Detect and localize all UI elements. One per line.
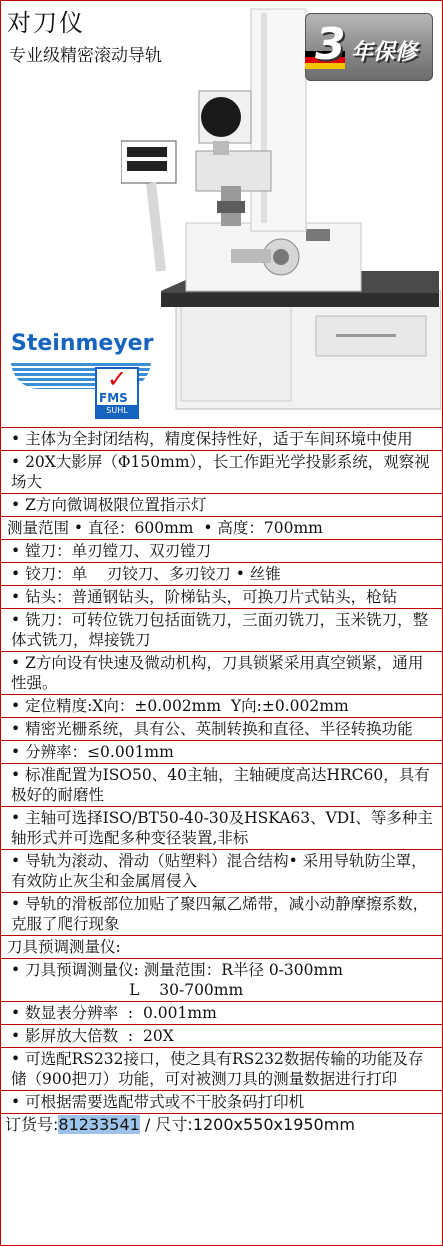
check-icon: ✓ [107,365,128,393]
order-info [1,1113,442,1136]
spec-row: • 导轨为滚动、滑动（贴塑料）混合结构• 采用导轨防尘罩，有效防止灰尘和金属屑侵入 [1,849,442,892]
logo-wordmark: Steinmeyer [11,331,154,356]
spec-row: • 20X大影屏（Φ150mm），长工作距光学投影系统，观察视场大 [1,450,442,493]
fms-badge [95,367,139,419]
spec-row: • 镗刀：单刃镗刀、双刃镗刀 [1,539,442,562]
spec-row: • 可根据需要选配带式或不干胶条码打印机 [1,1090,442,1113]
product-subtitle: 专业级精密滚动导轨 [9,46,162,66]
spec-row: • Z方向设有快速及微动机构，刀具锁紧采用真空锁紧，通用性强。 [1,651,442,694]
spec-row: • 铣刀：可转位铣刀包括面铣刀，三面刃铣刀，玉米铣刀，整体式铣刀，焊接铣刀 [1,608,442,651]
spec-row: 测量范围 • 直径：600mm • 高度：700mm [1,516,442,539]
warranty-badge [305,13,433,81]
suhl-label: SUHL [97,405,137,417]
spec-row: • 主轴可选择ISO/BT50-40-30及HSKA63、VDI、等多种主轴形式并可选配多种变径装置,非标 [1,806,442,849]
product-header [1,1,442,427]
spec-row: • 主体为全封闭结构，精度保持性好，适于车间环境中使用 [1,427,442,450]
spec-row: • 可选配RS232接口，使之具有RS232数据传输的功能及存储（900把刀）功能，可对被测刀具的测量数据进行打印 [1,1047,442,1090]
order-label: 订货号: [5,1115,59,1134]
spec-row: • 分辨率：≤0.001mm [1,740,442,763]
spec-row: • 钻头：普通钢钻头，阶梯钻头，可换刀片式钻头，枪钻 [1,585,442,608]
spec-row: • 导轨的滑板部位加贴了聚四氟乙烯带，减小动静摩擦系数，克服了爬行现象 [1,892,442,935]
spec-row: • 刀具预调测量仪: 测量范围：R半径 0-300mm L 30-700mm [1,958,442,1001]
warranty-text: 年保修 [351,40,418,65]
warranty-years: 3 [315,19,346,70]
spec-row: • Z方向微调极限位置指示灯 [1,493,442,516]
spec-row: • 标准配置为ISO50、40主轴，主轴硬度高达HRC60，具有极好的耐磨性 [1,763,442,806]
size-label: 尺寸: [155,1115,193,1134]
steinmeyer-logo [9,313,155,421]
spec-row: • 数显表分辨率 : 0.001mm [1,1001,442,1024]
size-value: 1200x550x1950mm [192,1115,355,1134]
spec-list [1,427,442,1136]
spec-row: • 定位精度:X向：±0.002mm Y向:±0.002mm [1,694,442,717]
spec-row: • 铰刀：单 刃铰刀、多刃铰刀 • 丝锥 [1,562,442,585]
separator: / [139,1115,156,1134]
section-heading: 刀具预调测量仪: [1,935,442,958]
fms-label: FMS [99,391,128,405]
spec-row: • 影屏放大倍数 : 20X [1,1024,442,1047]
spec-row: • 精密光栅系统，具有公、英制转换和直径、半径转换功能 [1,717,442,740]
order-number[interactable]: 81233541 [58,1115,140,1134]
product-title: 对刀仪 [7,9,85,37]
